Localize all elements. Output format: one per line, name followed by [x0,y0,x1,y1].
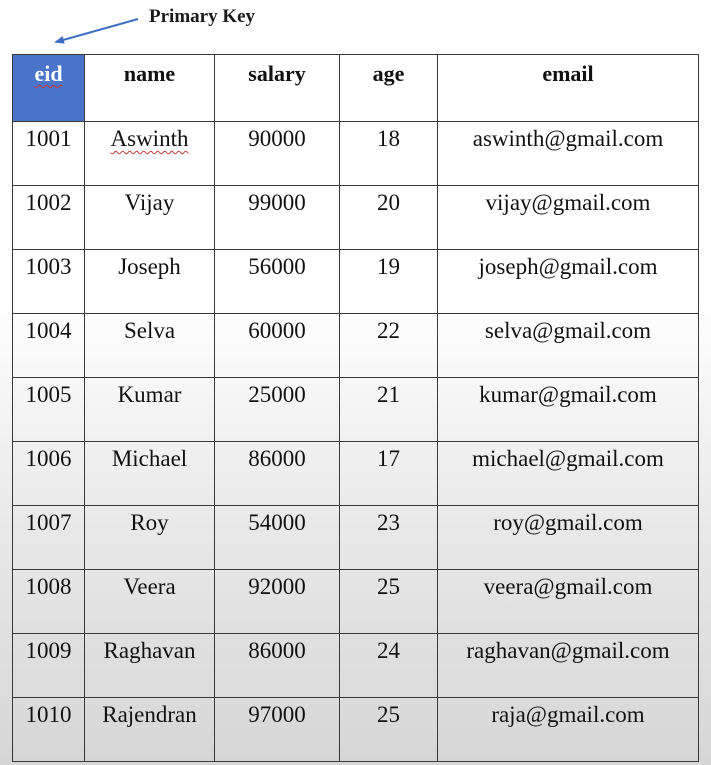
table-row [13,186,699,250]
cell-age: 22 [340,314,438,378]
cell-eid: 1010 [13,698,85,762]
cell-email: joseph@gmail.com [438,250,699,314]
table-row [13,570,699,634]
cell-eid: 1001 [13,122,85,186]
cell-name: Michael [85,442,215,506]
cell-email: michael@gmail.com [438,442,699,506]
cell-age: 24 [340,634,438,698]
cell-email: veera@gmail.com [438,570,699,634]
cell-age: 21 [340,378,438,442]
cell-salary: 92000 [215,570,340,634]
cell-salary: 25000 [215,378,340,442]
cell-name: Roy [85,506,215,570]
cell-age: 25 [340,570,438,634]
table-row [13,698,699,762]
cell-age: 17 [340,442,438,506]
cell-name: Kumar [85,378,215,442]
cell-name: Aswinth [85,122,215,186]
cell-name: Rajendran [85,698,215,762]
cell-salary: 99000 [215,186,340,250]
header-age: age [340,55,438,122]
cell-name: Veera [85,570,215,634]
cell-email: selva@gmail.com [438,314,699,378]
primary-key-annotation [0,0,711,56]
table-row [13,314,699,378]
header-eid: eid [13,55,85,122]
table-row [13,634,699,698]
cell-eid: 1006 [13,442,85,506]
table-header-row [13,55,699,122]
cell-age: 23 [340,506,438,570]
cell-eid: 1008 [13,570,85,634]
cell-age: 18 [340,122,438,186]
cell-eid: 1005 [13,378,85,442]
cell-salary: 60000 [215,314,340,378]
cell-age: 19 [340,250,438,314]
cell-email: vijay@gmail.com [438,186,699,250]
annotation-arrow-icon [0,0,711,56]
header-name: name [85,55,215,122]
cell-name: Joseph [85,250,215,314]
table-row [13,378,699,442]
cell-eid: 1002 [13,186,85,250]
table-row [13,506,699,570]
cell-email: roy@gmail.com [438,506,699,570]
cell-salary: 56000 [215,250,340,314]
cell-name: Vijay [85,186,215,250]
cell-eid: 1007 [13,506,85,570]
cell-email: kumar@gmail.com [438,378,699,442]
cell-salary: 86000 [215,634,340,698]
cell-age: 25 [340,698,438,762]
header-salary: salary [215,55,340,122]
cell-salary: 97000 [215,698,340,762]
cell-eid: 1009 [13,634,85,698]
header-email: email [438,55,699,122]
cell-salary: 90000 [215,122,340,186]
cell-salary: 54000 [215,506,340,570]
primary-key-label: Primary Key [149,6,256,27]
cell-age: 20 [340,186,438,250]
cell-email: raghavan@gmail.com [438,634,699,698]
table-row [13,442,699,506]
table-row [13,250,699,314]
cell-eid: 1003 [13,250,85,314]
cell-email: aswinth@gmail.com [438,122,699,186]
table-row [13,122,699,186]
employee-table [12,54,699,762]
cell-name: Raghavan [85,634,215,698]
cell-name: Selva [85,314,215,378]
cell-salary: 86000 [215,442,340,506]
cell-eid: 1004 [13,314,85,378]
cell-email: raja@gmail.com [438,698,699,762]
